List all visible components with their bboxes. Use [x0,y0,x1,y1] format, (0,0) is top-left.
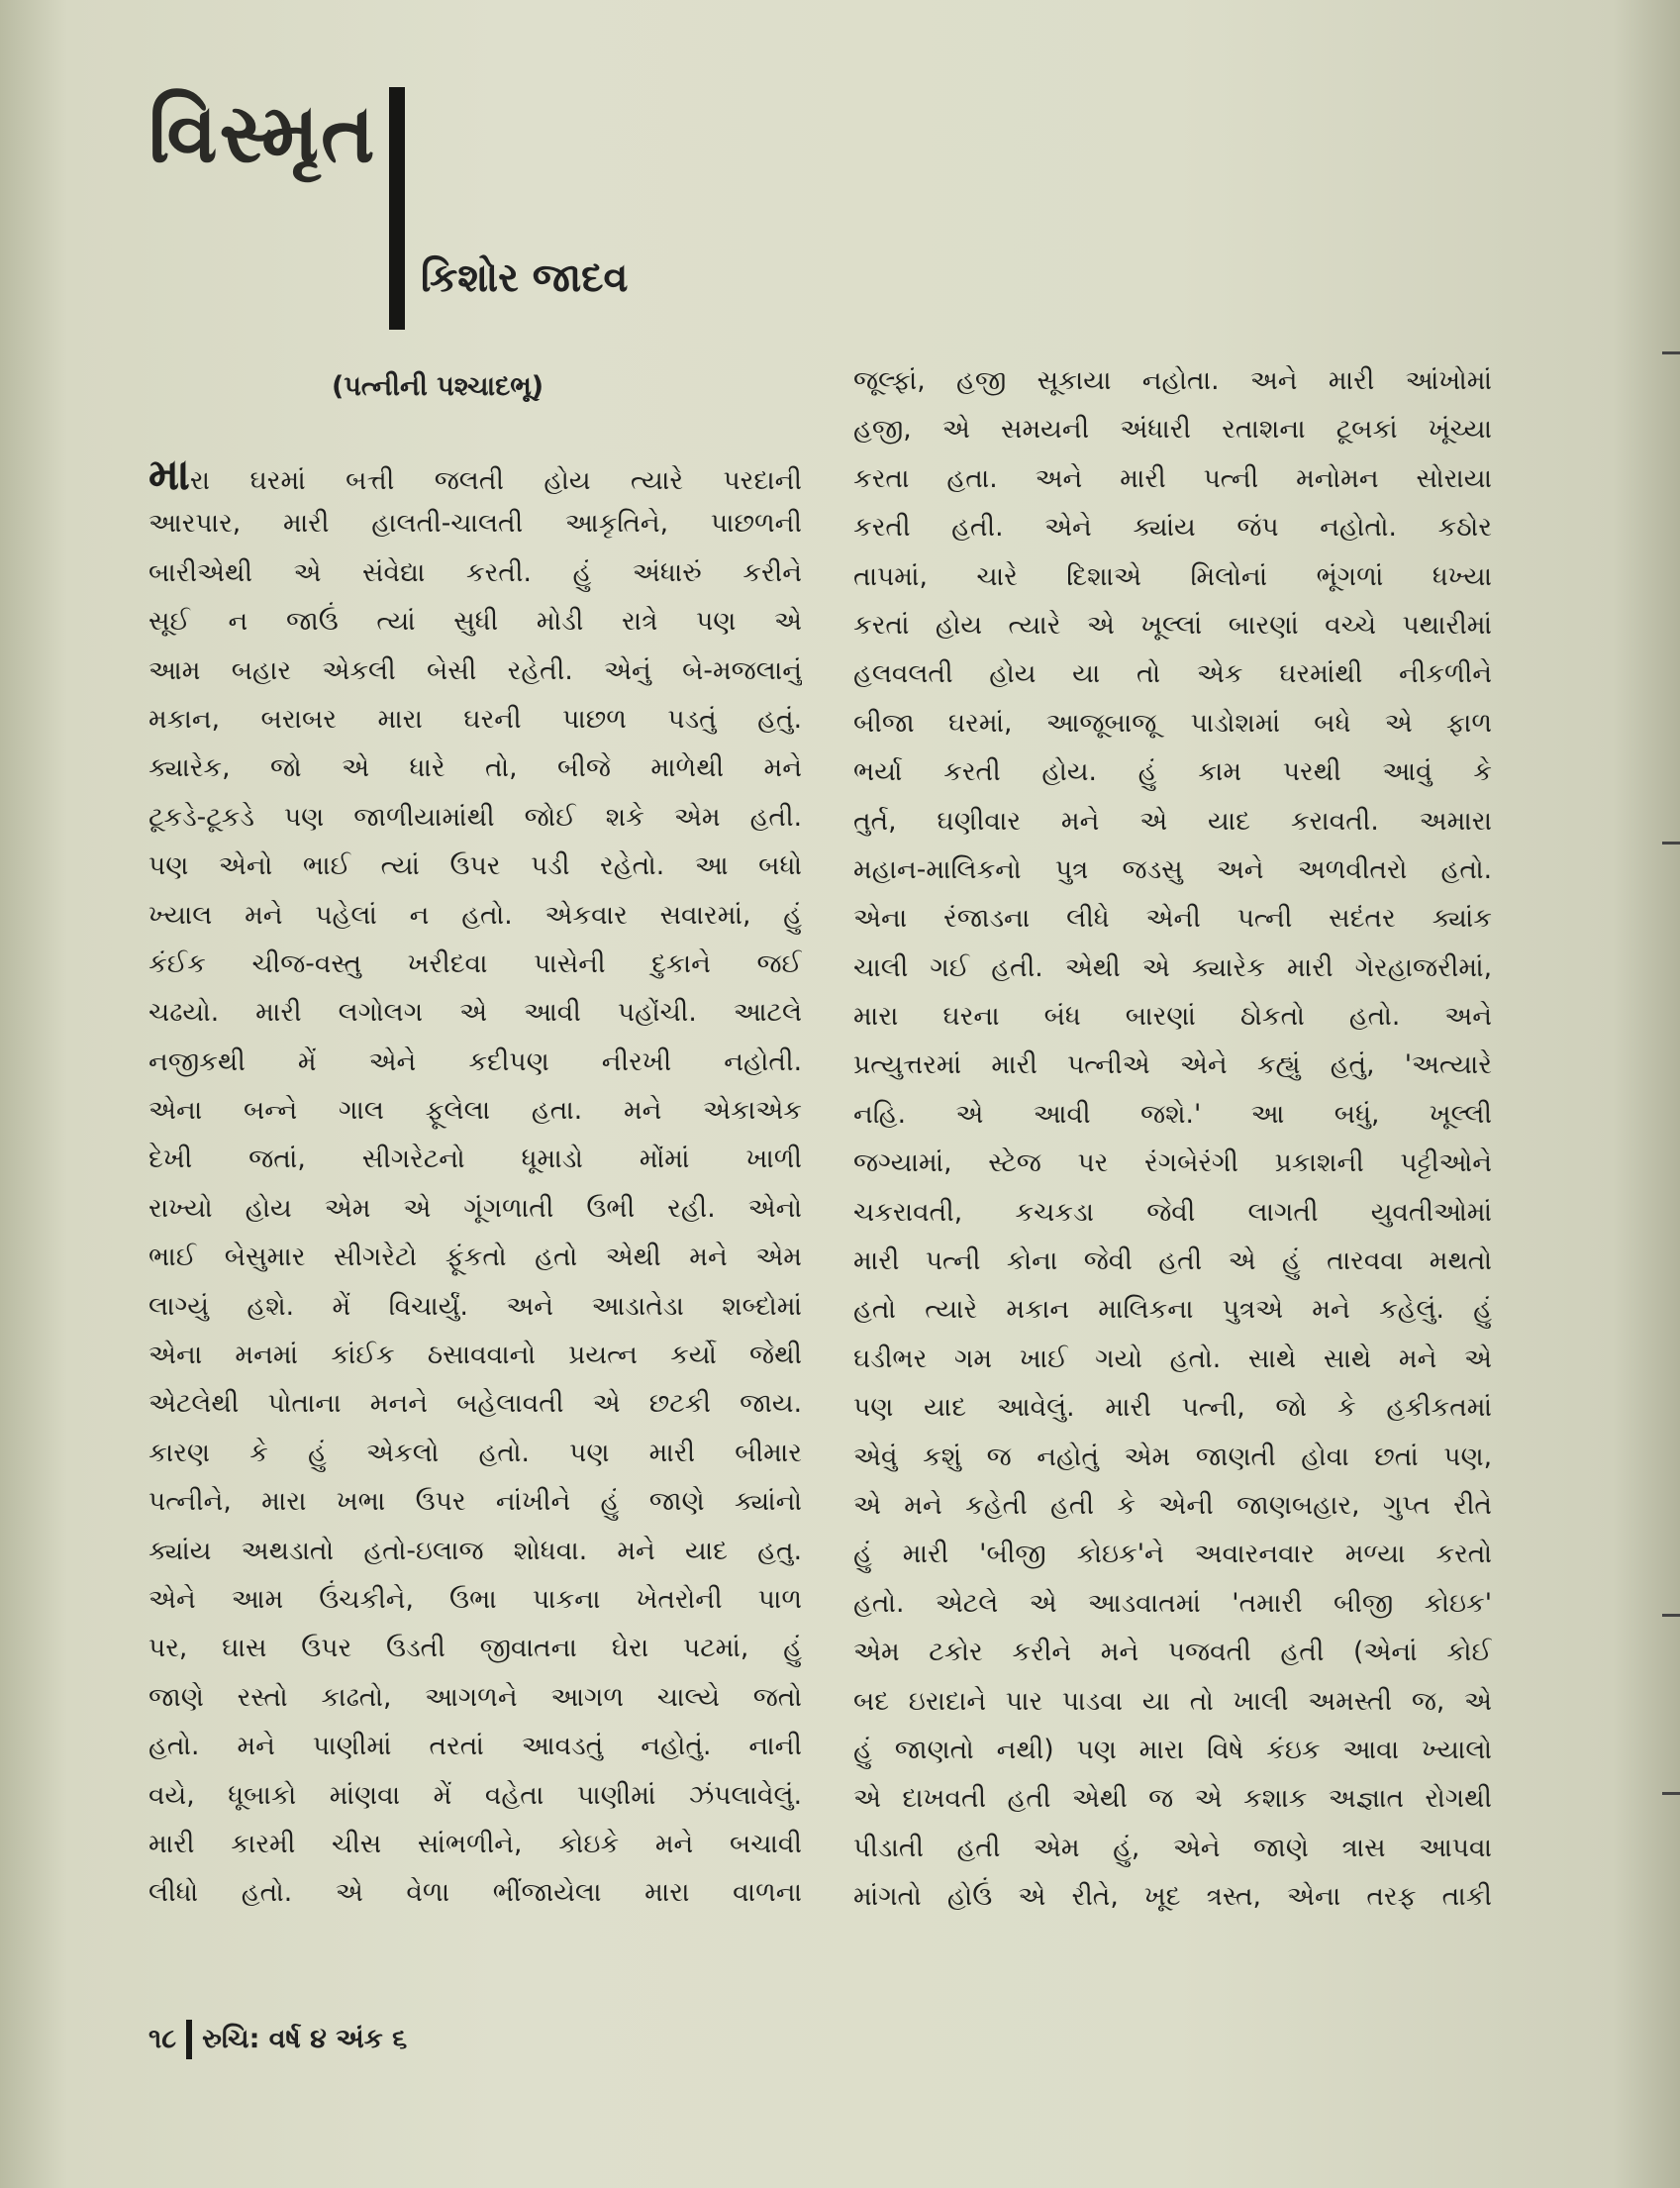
text-line: માંગતો હોઉં એ રીતે, ખૂદ ત્રસ્ત, એના તરફ તાકી [853,1881,1492,1913]
text-line: હતો. મને પાણીમાં તરતાં આવડતું નહોતું. નાની [148,1731,802,1762]
story-subtitle: (પત્નીની પશ્ચાદભૂ) [332,371,544,402]
drop-cap: મા [148,450,190,500]
binding-edge-marks [1660,327,1680,2010]
text-line: મારી કારમી ચીસ સાંભળીને, કોઇકે મને બચાવી [148,1828,802,1859]
text-line: કરતાં હોય ત્યારે એ ખૂલ્લાં બારણાં વચ્ચે પથારીમાં [853,609,1492,641]
text-line: નહિ. એ આવી જશે.' આ બધું, ખૂલ્લી [853,1098,1492,1130]
text-line: રાખ્યો હોય એમ એ ગૂંગળાતી ઉભી રહી. એનો [148,1192,802,1224]
text-line: પણ યાદ આવેલું. મારી પત્ની, જો કે હકીકતમાં [853,1392,1492,1424]
text-line: હું જાણતો નથી) પણ મારા વિષે કંઇક આવા ખ્યાલો [853,1734,1492,1765]
text-line: હતો ત્યારે મકાન માલિકના પુત્રએ મને કહેલું. હું [853,1294,1492,1326]
text-line: મહાન-માલિકનો પુત્ર જડસુ અને અળવીતરો હતો. [853,853,1492,885]
text-line: કંઈક ચીજ-વસ્તુ ખરીદવા પાસેની દુકાને જઈ [148,947,802,979]
text-line: પ્રત્યુત્તરમાં મારી પત્નીએ એને કહ્યું હતું, 'અત્યારે [853,1049,1492,1081]
text-line: એના બન્ને ગાલ ફૂલેલા હતા. મને એકાએક [148,1095,802,1127]
text-line: હતો. એટલે એ આડવાતમાં 'તમારી બીજી કોઇક' [853,1587,1492,1619]
text-line: ઘડીભર ગમ ખાઈ ગયો હતો. સાથે સાથે મને એ [853,1343,1492,1374]
text-line: પર, ઘાસ ઉપર ઉડતી જીવાતના ઘેરા પટમાં, હું [148,1633,802,1664]
text-line: બદ ઇરાદાને પાર પાડવા યા તો ખાલી અમસ્તી જ, એ [853,1685,1492,1717]
text-line: ચાલી ગઈ હતી. એથી એ ક્યારેક મારી ગેરહાજરીમાં, [853,951,1492,983]
text-line-content: રા ઘરમાં બત્તી જલતી હોય ત્યારે પરદાની [189,465,802,496]
text-line: ટૂકડે-ટૂકડે પણ જાળીયામાંથી જોઈ શકે એમ હતી. [148,801,802,833]
text-line [148,450,802,499]
edge-tick [1662,842,1680,845]
text-line: વયે, ધૂબાકો માંણવા મેં વહેતા પાણીમાં ઝંપલાવેલું. [148,1779,802,1811]
publication-info: રુચિ: વર્ષ ૪ અંક ૬ [202,2024,408,2054]
text-line: પણ એનો ભાઈ ત્યાં ઉપર પડી રહેતો. આ બધો [148,850,802,882]
text-line: મકાન, બરાબર મારા ઘરની પાછળ પડતું હતું. [148,703,802,735]
title-divider-bar [389,87,405,330]
text-line: એના રંજાડના લીધે એની પત્ની સદંતર ક્યાંક [853,903,1492,935]
text-line: ચકરાવતી, કચકડા જેવી લાગતી યુવતીઓમાં [853,1196,1492,1228]
text-line: લાગ્યું હશે. મેં વિચાર્યું. અને આડાતેડા શબ્દોમાં [148,1290,802,1322]
text-line: તાપમાં, ચારે દિશાએ મિલોનાં ભૂંગળાં ધખ્યા [853,560,1492,592]
edge-tick [1662,1614,1680,1617]
text-line: હલવલતી હોય યા તો એક ઘરમાંથી નીકળીને [853,658,1492,690]
text-line: બીજા ઘરમાં, આજૂબાજૂ પાડોશમાં બધે એ ફાળ [853,707,1492,739]
text-line: એવું કશું જ નહોતું એમ જાણતી હોવા છતાં પણ, [853,1441,1492,1472]
author-name: કિશોર જાદવ [421,255,629,301]
text-line: કરતી હતી. એને ક્યાંય જંપ નહોતો. કઠોર [853,512,1492,544]
text-line: આરપાર, મારી હાલતી-ચાલતી આકૃતિને, પાછળની [148,508,802,540]
text-line: એના મનમાં કાંઈક ઠસાવવાનો પ્રયત્ન કર્યો જેથી [148,1340,802,1371]
left-column [148,450,802,1918]
text-line: પત્નીને, મારા ખભા ઉપર નાંખીને હું જાણે ક્યાંનો [148,1486,802,1518]
text-line: તુર્ત, ઘણીવાર મને એ યાદ કરાવતી. અમારા [853,805,1492,837]
text-line: એ મને કહેતી હતી કે એની જાણબહાર, ગુપ્ત રીતે [853,1489,1492,1521]
text-line: જગ્યામાં, સ્ટેજ પર રંગબેરંગી પ્રકાશની પટ્ટીઓને [853,1147,1492,1179]
text-line: આમ બહાર એકલી બેસી રહેતી. એનું બે-મજલાનું [148,654,802,686]
text-line: પીડાતી હતી એમ હું, એને જાણે ત્રાસ આપવા [853,1832,1492,1863]
text-line: ચઢયો. મારી લગોલગ એ આવી પહોંચી. આટલે [148,997,802,1029]
text-line: જાણે રસ્તો કાઢતો, આગળને આગળ ચાલ્યે જતો [148,1681,802,1713]
text-line: એટલેથી પોતાના મનને બહેલાવતી એ છટકી જાય. [148,1388,802,1420]
text-line: ક્યારેક, જો એ ધારે તો, બીજે માળેથી મને [148,752,802,784]
text-line: ભર્યા કરતી હોય. હું કામ પરથી આવું કે [853,756,1492,788]
text-line: એ દાખવતી હતી એથી જ એ કશાક અજ્ઞાત રોગથી [853,1783,1492,1815]
text-line: બારીએથી એ સંવેદ્યા કરતી. હું અંધારું કરીને [148,556,802,588]
footer-divider [186,2020,192,2059]
text-line: એમ ટકોર કરીને મને પજવતી હતી (એનાં કોઈ [853,1637,1492,1668]
text-line: જૂલ્ફાં, હજી સૂકાયા નહોતા. અને મારી આંખોમાં [853,365,1492,396]
text-line: એને આમ ઉંચકીને, ઉભા પાકના ખેતરોની પાળ [148,1583,802,1615]
text-line: મારી પત્ની કોના જેવી હતી એ હું તારવવા મથતો [853,1245,1492,1277]
text-line: હજી, એ સમયની અંધારી રતાશના ટૂબકાં ખૂંચ્યા [853,414,1492,446]
text-line: કરતા હતા. અને મારી પત્ની મનોમન સોરાયા [853,462,1492,494]
right-column [853,356,1492,1922]
text-line: ભાઈ બેસુમાર સીગરેટો ફૂંકતો હતો એથી મને એમ [148,1242,802,1273]
text-line: ખ્યાલ મને પહેલાં ન હતો. એકવાર સવારમાં, હું [148,899,802,931]
page-footer [148,2020,407,2059]
text-line: કારણ કે હું એકલો હતો. પણ મારી બીમાર [148,1437,802,1468]
edge-tick [1662,351,1680,354]
text-line: દેખી જતાં, સીગરેટનો ધૂમાડો મોંમાં ખાળી [148,1144,802,1175]
text-line: હું મારી 'બીજી કોઇક'ને અવારનવાર મળ્યા કરતો [853,1539,1492,1570]
text-line: મારા ઘરના બંધ બારણાં ઠોકતો હતો. અને [853,1001,1492,1033]
edge-tick [1662,1792,1680,1795]
story-title: વિસ્મૃત [148,87,377,181]
text-line: સૂઈ ન જાઉં ત્યાં સુધી મોડી રાત્રે પણ એ [148,606,802,638]
page-number: ૧૮ [148,2024,177,2054]
text-line: ક્યાંય અથડાતો હતો-ઇલાજ શોધવા. મને યાદ હતુ. [148,1535,802,1566]
text-line: લીધો હતો. એ વેળા ભીંજાયેલા મારા વાળના [148,1877,802,1909]
text-line: નજીકથી મેં એને કદીપણ નીરખી નહોતી. [148,1045,802,1077]
